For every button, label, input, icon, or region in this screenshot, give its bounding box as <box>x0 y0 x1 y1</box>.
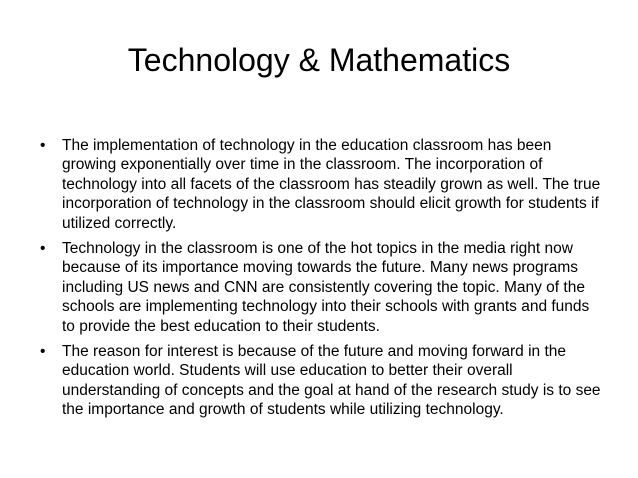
bullet-item <box>40 239 605 336</box>
bullet-item <box>40 342 605 420</box>
bullet-text: Technology in the classroom is one of the hot topics in the media right now because of its importance moving towards the future. Many news programs including US news and CNN are consistently covering the topic. Many of the schools are implementing technology into their schools with grants and funds to provide the best education to their students. <box>62 240 590 335</box>
bullet-text: The implementation of technology in the education classroom has been growing exponentially over time in the classroom. The incorporation of technology into all facets of the classroom has steadily grown as well. The true incorporation of technology in the classroom should elicit growth for students if utilized correctly. <box>62 137 601 232</box>
bullet-marker: • <box>40 343 46 361</box>
bullet-item <box>40 136 605 233</box>
bullet-text: The reason for interest is because of the future and moving forward in the education world. Students will use education to better their overall understanding of concepts and the goal at hand of the research study is to see the importance and growth of students while utilizing technology. <box>62 343 601 419</box>
bullet-marker: • <box>40 137 46 154</box>
bullet-marker: • <box>40 240 46 258</box>
slide-title: Technology & Mathematics <box>127 42 511 78</box>
bullet-list <box>40 136 605 426</box>
